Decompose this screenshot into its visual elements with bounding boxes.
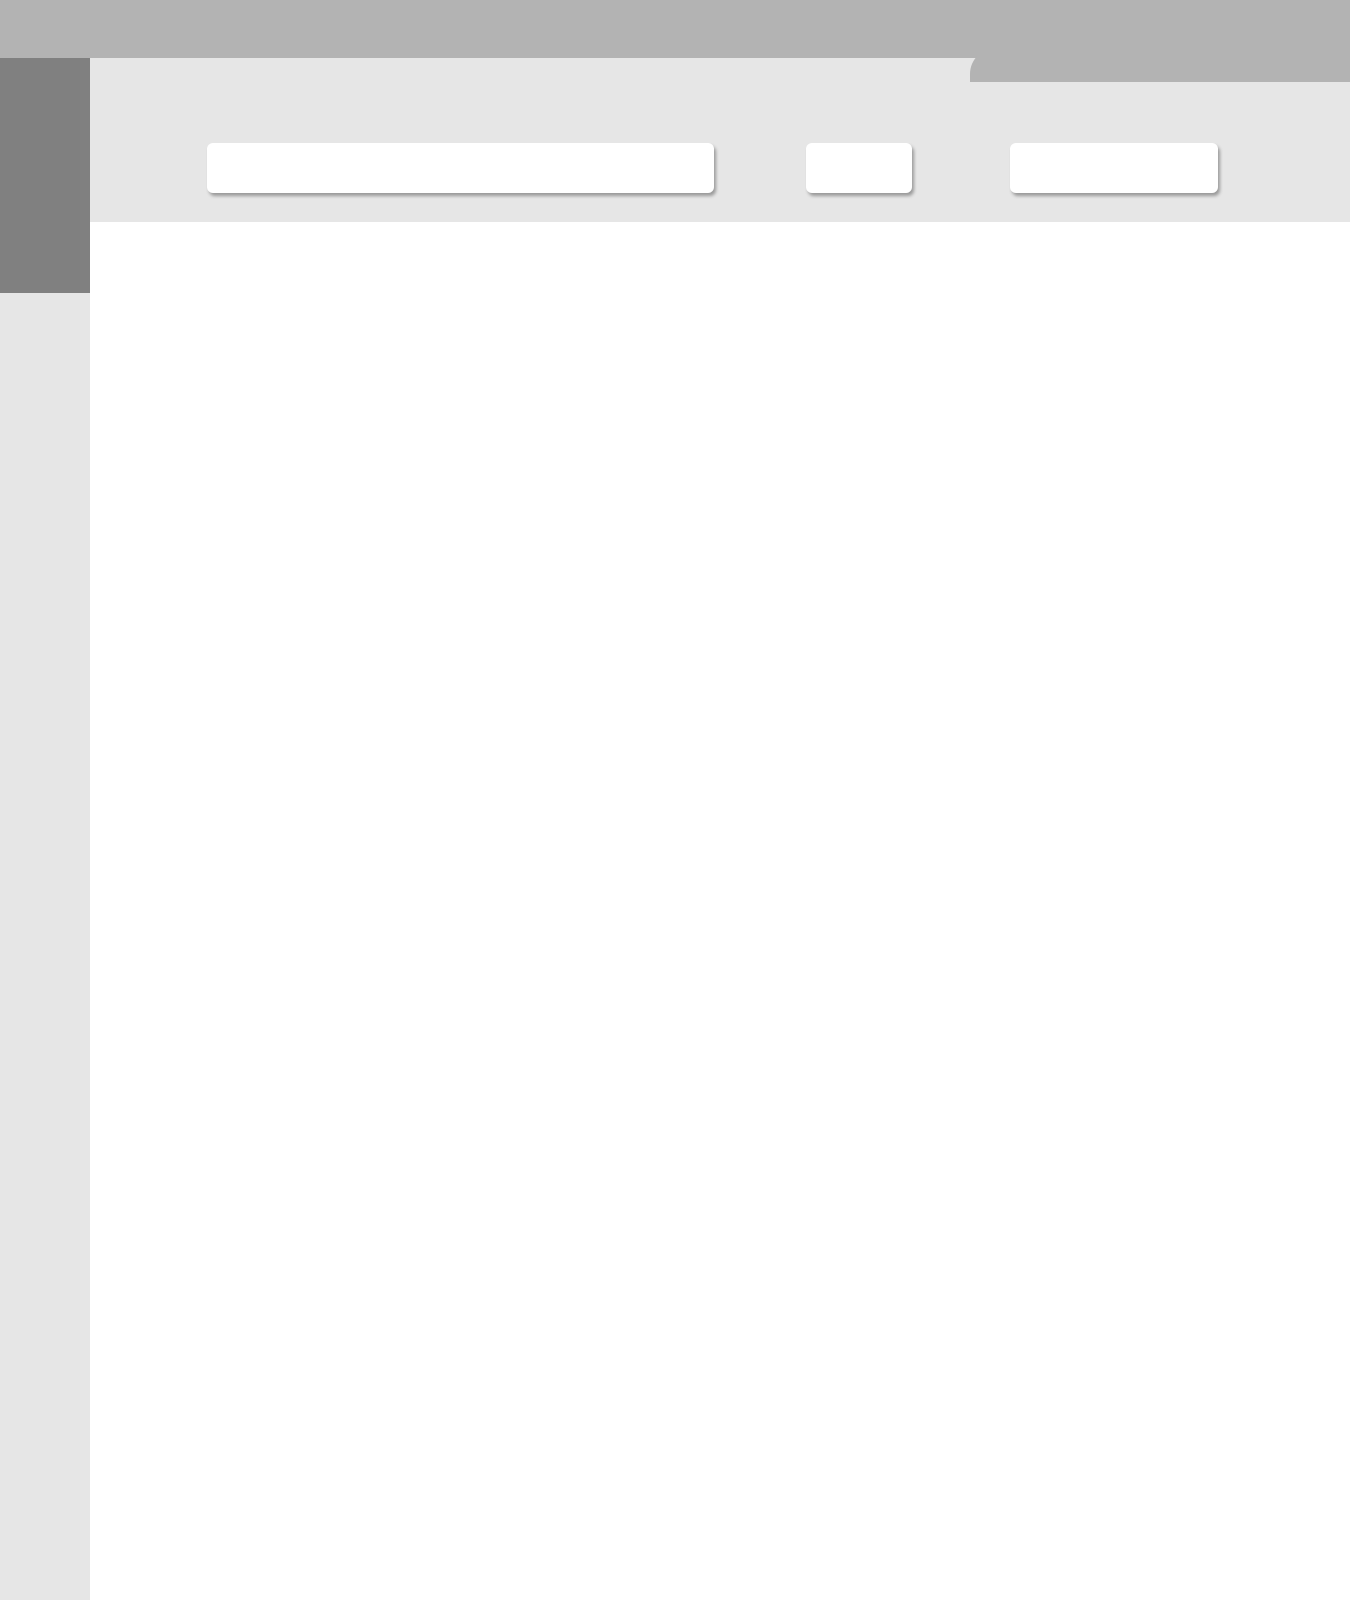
name-field[interactable] [207, 143, 714, 193]
header-band [90, 58, 1350, 222]
lesson-tab [970, 48, 1350, 82]
date-field[interactable] [1010, 143, 1218, 193]
side-tab [0, 58, 90, 293]
course-field[interactable] [806, 143, 912, 193]
